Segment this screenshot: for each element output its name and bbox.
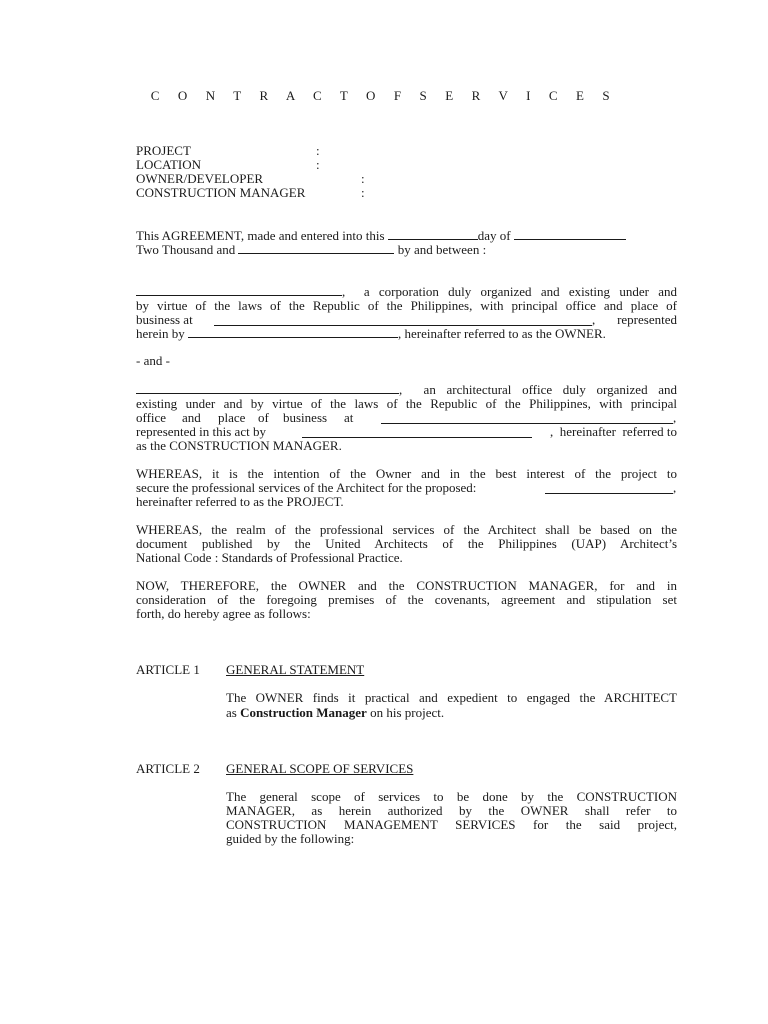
article2-line-2: MANAGER, as herein authorized by the OWNER shall refer to bbox=[226, 803, 677, 818]
project-name-blank bbox=[545, 482, 673, 494]
now-therefore-line-3: forth, do hereby agree as follows: bbox=[136, 606, 311, 621]
now-therefore-line-1: NOW, THEREFORE, the OWNER and the CONSTRUCTION MANAGER, for and in bbox=[136, 578, 677, 593]
article2-line-3: CONSTRUCTION MANAGEMENT SERVICES for the said project, bbox=[226, 817, 677, 832]
article2-line-1: The general scope of services to be done by the CONSTRUCTION bbox=[226, 789, 677, 804]
cm-address-blank bbox=[381, 412, 673, 424]
owner-address-blank bbox=[214, 314, 592, 326]
cm-representative-blank bbox=[302, 426, 532, 438]
article1-heading: GENERAL STATEMENT bbox=[226, 662, 365, 677]
party1-line-1: , a corporation duly organized and existing under and bbox=[136, 284, 677, 299]
owner-representative-blank bbox=[188, 326, 398, 338]
construction-manager-bold: Construction Manager bbox=[240, 705, 367, 720]
cm-name-blank bbox=[136, 382, 399, 394]
contract-page: C O N T R A C T O F S E R V I C E S PROJECT : LOCATION : OWNER/DEVELOPER : CONSTRUCTION MANAGER : This AGREEMENT, made and entered into this day of Two Thousand and by and between : , a corporation duly organized and existing under and by virtue of the laws of the Republic of the Philippines, with principal office and place of business at , represented herein by , hereinafter referred to as the OWNER. - and - , an architectural office duly organized and existing under and by virtue of the laws of the Republic of the Philippines, with principal office and place of business at , represented in this act by , hereinafter referred to as the CONSTRUCTION MANAGER. WHEREAS, it is the intention of the Owner and in the best interest of the project to secure the professional services of the Architect for the proposed: , hereinafter referred to as the PROJECT. WHEREAS, the realm of the professional services of the Architect shall be based on the document published by the United Architects of the Philippines (UAP) Architect’s National Code : Standards of Professional Practice. NOW, THEREFORE, the OWNER and the CONSTRUCTION MANAGER, for and in consideration of the foregoing premises of the covenants, agreement and stipulation set forth, do hereby agree as follows: ARTICLE 1 GENERAL STATEMENT The OWNER finds it practical and expedient to engaged the ARCHITECT as Construction Manager on his project. ARTICLE 2 GENERAL SCOPE OF SERVICES The general scope of services to be done by the CONSTRUCTION MANAGER, as herein authorized by the OWNER shall refer to CONSTRUCTION MANAGEMENT SERVICES for the said project, guided by the following: bbox=[0, 0, 768, 1024]
field-owner-label: OWNER/DEVELOPER bbox=[136, 171, 264, 186]
party2-line-1: , an architectural office duly organized and bbox=[136, 382, 677, 397]
field-project-label: PROJECT bbox=[136, 143, 191, 158]
field-cm-sep: : bbox=[361, 185, 365, 200]
article1-line-1: The OWNER finds it practical and expedient to engaged the ARCHITECT bbox=[226, 690, 677, 705]
party2-line-2: existing under and by virtue of the laws of the Republic of the Philippines, with principal bbox=[136, 396, 677, 411]
article2-line-4: guided by the following: bbox=[226, 831, 355, 846]
field-location-label: LOCATION bbox=[136, 157, 201, 172]
party2-line-4: represented in this act by , hereinafter referred to bbox=[136, 424, 677, 439]
now-therefore-line-2: consideration of the foregoing premises of the covenants, agreement and stipulation set bbox=[136, 592, 677, 607]
whereas1-line-2: secure the professional services of the Architect for the proposed: , bbox=[136, 480, 677, 495]
article1-line-2: as Construction Manager on his project. bbox=[226, 705, 445, 720]
whereas2-line-3: National Code : Standards of Professional Practice. bbox=[136, 550, 403, 565]
field-project-sep: : bbox=[316, 143, 320, 158]
owner-name-blank bbox=[136, 284, 342, 296]
whereas1-line-1: WHEREAS, it is the intention of the Owner and in the best interest of the project to bbox=[136, 466, 677, 481]
agreement-line-1: This AGREEMENT, made and entered into this day of bbox=[136, 228, 626, 243]
field-owner-sep: : bbox=[361, 171, 365, 186]
party1-line-2: by virtue of the laws of the Republic of the Philippines, with principal office and place of bbox=[136, 298, 677, 313]
article2-number: ARTICLE 2 bbox=[136, 761, 200, 776]
field-cm-label: CONSTRUCTION MANAGER bbox=[136, 185, 306, 200]
year-blank bbox=[238, 242, 394, 254]
agreement-line-2: Two Thousand and by and between : bbox=[136, 242, 487, 257]
party1-line-4: herein by , hereinafter referred to as the OWNER. bbox=[136, 326, 606, 341]
day-blank bbox=[388, 228, 478, 240]
whereas2-line-1: WHEREAS, the realm of the professional services of the Architect shall be based on the bbox=[136, 522, 677, 537]
whereas1-line-3: hereinafter referred to as the PROJECT. bbox=[136, 494, 344, 509]
party2-line-5: as the CONSTRUCTION MANAGER. bbox=[136, 438, 342, 453]
article1-number: ARTICLE 1 bbox=[136, 662, 200, 677]
month-blank bbox=[514, 228, 626, 240]
whereas2-line-2: document published by the United Architects of the Philippines (UAP) Architect’s bbox=[136, 536, 677, 551]
article2-heading: GENERAL SCOPE OF SERVICES bbox=[226, 761, 414, 776]
document-title: C O N T R A C T O F S E R V I C E S bbox=[150, 88, 618, 103]
party1-line-3: business at , represented bbox=[136, 312, 677, 327]
field-location-sep: : bbox=[316, 157, 320, 172]
and-separator: - and - bbox=[136, 353, 170, 368]
